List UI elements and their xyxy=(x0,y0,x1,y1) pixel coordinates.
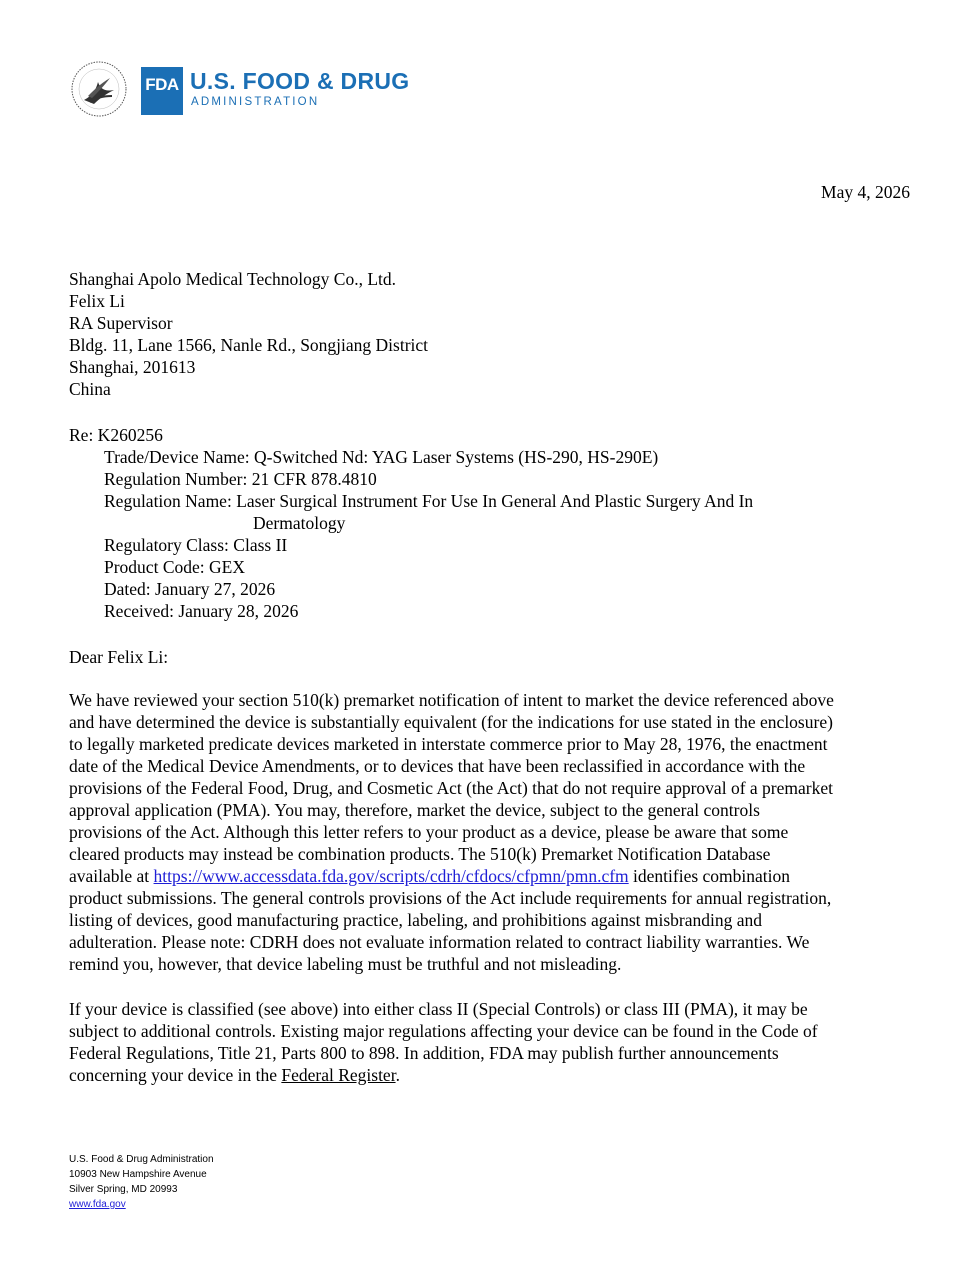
paragraph-line: and have determined the device is substantially equivalent (for the indications for use stated in the enclosure) xyxy=(69,712,833,732)
federal-register-suffix: . xyxy=(395,1065,400,1085)
salutation: Dear Felix Li: xyxy=(69,647,169,667)
body-paragraph-1 xyxy=(69,689,914,975)
letter-date: May 4, 2026 xyxy=(821,182,910,202)
reference-block xyxy=(69,424,753,622)
paragraph-line: If your device is classified (see above) into either class II (Special Controls) or class III (PMA), it may be xyxy=(69,999,808,1019)
federal-register-text: Federal Register xyxy=(281,1065,396,1085)
footer-city: Silver Spring, MD 20993 xyxy=(69,1184,178,1195)
address-contact: Felix Li xyxy=(69,291,125,311)
hhs-eagle-seal-icon xyxy=(70,60,128,118)
paragraph-line: cleared products may instead be combination products. The 510(k) Premarket Notification Database xyxy=(69,844,771,864)
paragraph-line: listing of devices, good manufacturing practice, labeling, and prohibitions against misbranding and xyxy=(69,910,763,930)
address-street: Bldg. 11, Lane 1566, Nanle Rd., Songjiang District xyxy=(69,335,429,355)
re-dated: Dated: January 27, 2026 xyxy=(104,579,276,599)
re-number: Re: K260256 xyxy=(69,425,163,445)
footer-website-link[interactable]: www.fda.gov xyxy=(69,1199,126,1210)
footer-agency: U.S. Food & Drug Administration xyxy=(69,1154,214,1165)
paragraph-line: provisions of the Federal Food, Drug, and Cosmetic Act (the Act) that do not require approval of a premarket xyxy=(69,778,833,798)
federal-register-prefix: concerning your device in the xyxy=(69,1065,282,1085)
paragraph-line: product submissions. The general controls provisions of the Act include requirements for annual registration, xyxy=(69,888,832,908)
link-suffix: identifies combination xyxy=(628,866,791,886)
paragraph-line: adulteration. Please note: CDRH does not evaluate information related to contract liability warranties. We xyxy=(69,932,810,952)
paragraph-line: approval application (PMA). You may, therefore, market the device, subject to the general controls xyxy=(69,800,760,820)
paragraph-line: Federal Regulations, Title 21, Parts 800 to 898. In addition, FDA may publish further announcements xyxy=(69,1043,779,1063)
pmn-database-link[interactable]: https://www.accessdata.fda.gov/scripts/cdrh/cfdocs/cfpmn/pmn.cfm xyxy=(153,866,629,886)
address-company: Shanghai Apolo Medical Technology Co., Ltd. xyxy=(69,269,397,289)
re-trade-name: Trade/Device Name: Q-Switched Nd: YAG Laser Systems (HS-290, HS-290E) xyxy=(104,447,659,467)
agency-subtitle: ADMINISTRATION xyxy=(191,96,320,108)
link-prefix: available at xyxy=(69,866,154,886)
footer-street: 10903 New Hampshire Avenue xyxy=(69,1169,207,1180)
re-regulation-name-cont: Dermatology xyxy=(253,513,346,533)
paragraph-line xyxy=(69,1064,914,1086)
body-paragraph-2 xyxy=(69,998,914,1086)
agency-footer xyxy=(69,1152,214,1212)
agency-name: U.S. FOOD & DRUG xyxy=(190,68,410,94)
paragraph-line: date of the Medical Device Amendments, or to devices that have been reclassified in accordance with the xyxy=(69,756,806,776)
fda-logo xyxy=(141,67,183,115)
address-country: China xyxy=(69,379,111,399)
re-regulation-name: Regulation Name: Laser Surgical Instrument For Use In General And Plastic Surgery And In xyxy=(104,491,754,511)
re-regulation-number: Regulation Number: 21 CFR 878.4810 xyxy=(104,469,377,489)
re-regulatory-class: Regulatory Class: Class II xyxy=(104,535,288,555)
address-city: Shanghai, 201613 xyxy=(69,357,196,377)
paragraph-line: remind you, however, that device labeling must be truthful and not misleading. xyxy=(69,954,622,974)
paragraph-line: to legally marketed predicate devices marketed in interstate commerce prior to May 28, 1976, the enactment xyxy=(69,734,828,754)
address-title: RA Supervisor xyxy=(69,313,173,333)
paragraph-line: provisions of the Act. Although this letter refers to your product as a device, please be aware that some xyxy=(69,822,789,842)
re-received: Received: January 28, 2026 xyxy=(104,601,299,621)
paragraph-line: subject to additional controls. Existing major regulations affecting your device can be found in the Code of xyxy=(69,1021,818,1041)
paragraph-line: We have reviewed your section 510(k) premarket notification of intent to market the device referenced above xyxy=(69,690,834,710)
paragraph-line-with-link xyxy=(69,865,914,887)
re-product-code: Product Code: GEX xyxy=(104,557,245,577)
recipient-address xyxy=(69,268,428,400)
fda-logo-text: FDA xyxy=(145,75,179,94)
